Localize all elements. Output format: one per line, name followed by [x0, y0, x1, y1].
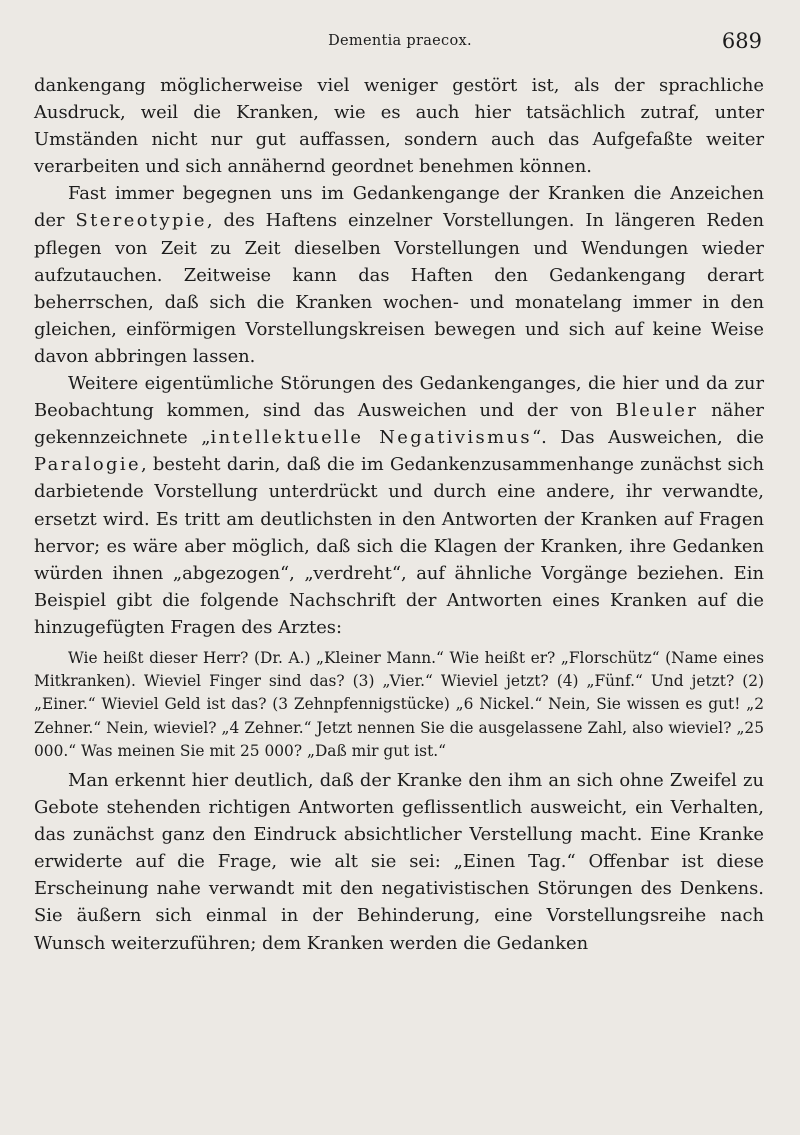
paragraph-ausweichen: [34, 370, 764, 641]
page-header: [34, 30, 766, 60]
paragraph-text: Fast immer begegnen uns im Gedankengange der Kranken die Anzeichen der: [34, 183, 764, 232]
paragraph-text: “. Das Ausweichen, die: [532, 427, 764, 449]
emphasized-term: Paralogie: [34, 454, 141, 476]
dialogue-transcript: Wie heißt dieser Herr? (Dr. A.) „Kleiner Mann.“ Wie heißt er? „Florschütz“ (Name eines Mitkranken). Wieviel Finger sind das? (3) „Vier.“ Wieviel jetzt? (4) „Fünf.“ Und jetzt? (2) „Einer.“ Wieviel Geld ist das? (3 Zehnpfennigstücke) „6 Nickel.“ Nein, Sie wissen es gut! „2 Zehner.“ Nein, wieviel? „4 Zehner.“ Jetzt nennen Sie die ausgelassene Zahl, also wieviel? „25 000.“ Was meinen Sie mit 25 000? „Daß mir gut ist.“: [34, 648, 764, 760]
emphasized-term: Stereotypie: [75, 210, 207, 232]
author-name: Bleuler: [615, 400, 699, 422]
paragraph-text: Weitere eigentümliche Störungen des Gedankenganges, die hier und da zur Beobachtung kommen, sind das Ausweichen und der von: [34, 373, 764, 422]
paragraph-text: , besteht darin, daß die im Gedankenzusammenhange zunächst sich darbietende Vorstellung unterdrückt und durch eine andere, ihr verwandte, ersetzt wird. Es tritt am deutlichsten in den Antworten der Kranken auf Fragen hervor; es wäre aber möglich, daß sich die Klagen der Kranken, ihre Gedanken würden ihnen „abgezogen“, „verdreht“, auf ähnliche Vorgänge beziehen. Ein Beispiel gibt die folgende Nachschrift der Antworten eines Kranken auf die hinzugefügten Fragen des Arztes:: [34, 454, 764, 638]
paragraph-continuation: dankengang möglicherweise viel weniger gestört ist, als der sprachliche Ausdruck, weil die Kranken, wie es auch hier tatsächlich zutraf, unter Umständen nicht nur gut auffassen, sondern auch das Aufgefaßte weiter verarbeiten und sich annähernd geordnet benehmen können.: [34, 75, 764, 178]
emphasized-term: intellektuelle Negativismus: [210, 427, 532, 449]
paragraph-text: näher gekennzeichnete „: [34, 400, 764, 449]
running-title: Dementia praecox.: [328, 33, 472, 49]
paragraph-text: , des Haftens einzelner Vorstellungen. In längeren Reden pflegen von Zeit zu Zeit dieselben Vorstellungen und Wendungen wieder aufzutauchen. Zeitweise kann das Haften den Gedankengang derart beherrschen, daß sich die Kranken wochen- und monatelang immer in den gleichen, einförmigen Vorstellungskreisen bewegen und sich auf keine Weise davon abbringen lassen.: [34, 210, 764, 367]
page-body: [34, 72, 764, 957]
paragraph-negativismus: Man erkennt hier deutlich, daß der Kranke den ihm an sich ohne Zweifel zu Gebote stehenden richtigen Antworten geflissentlich ausweicht, ein Verhalten, das zunächst ganz den Eindruck absichtlicher Verstellung macht. Eine Kranke erwiderte auf die Frage, wie alt sie sei: „Einen Tag.“ Offenbar ist diese Erscheinung nahe verwandt mit den negativistischen Störungen des Denkens. Sie äußern sich einmal in der Behinderung, eine Vorstellungsreihe nach Wunsch weiterzuführen; dem Kranken werden die Gedanken: [34, 769, 764, 954]
paragraph-stereotypie: [34, 180, 764, 370]
page-number: 689: [721, 29, 762, 53]
